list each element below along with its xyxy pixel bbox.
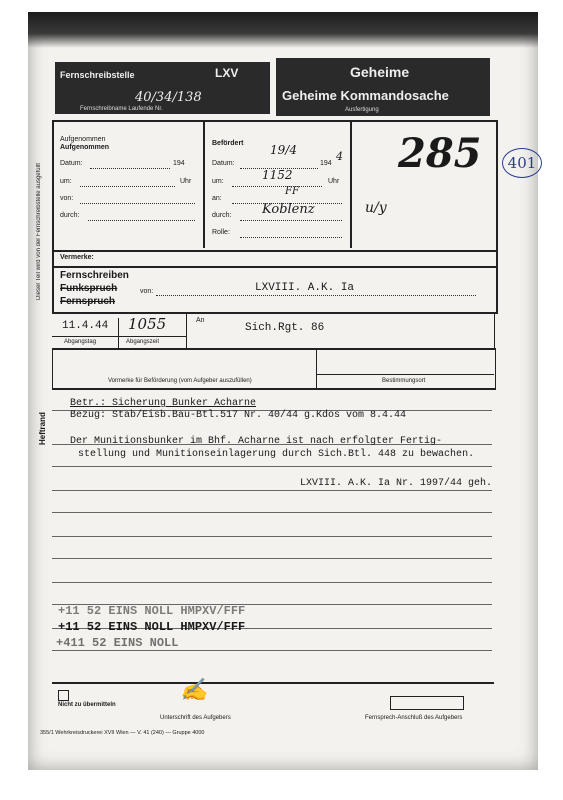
right-box-number: 285	[398, 130, 482, 177]
type-von-label: von:	[140, 288, 154, 295]
befoerdert-datum-value: 19/4	[270, 143, 297, 157]
dispatch-divider-1	[118, 318, 119, 348]
body-bezug: Bezug: Stab/Eisb.Bau-Btl.517 Nr. 40/44 g.Kdos vom 8.4.44	[70, 410, 407, 421]
befoerdert-uhr-label: Uhr	[328, 178, 340, 185]
dispatch-date: 11.4.44	[62, 320, 109, 332]
befoerdert-year-digit: 4	[336, 150, 343, 163]
befoerdert-durch-value: Koblenz	[262, 202, 315, 217]
header-fs-label: Fernschreibname Laufende Nr.	[80, 106, 163, 112]
body-betr: Betr.: Sicherung Bunker Acharne	[70, 398, 257, 409]
side-instruction-text: Dieser Teil wird von der Fernschreibstelle ausgefüllt	[36, 163, 42, 300]
vormerke-label: Vormerke für Beförderung (vom Aufgeber auszufüllen)	[108, 378, 252, 384]
type-von-line	[156, 295, 476, 296]
dispatch-time: 1055	[128, 315, 167, 333]
aufgenommen-datum-year: 194	[173, 160, 185, 167]
aufgenommen-durch-label: durch:	[60, 212, 80, 219]
vermerke-row	[52, 248, 498, 267]
dispatch-underline	[52, 336, 186, 337]
ruled-line	[52, 490, 492, 491]
befoerdert-um-line	[232, 186, 322, 187]
vormerke-underline	[316, 374, 494, 375]
aufgenommen-von-line	[80, 203, 195, 204]
divider-1	[203, 120, 205, 248]
befoerdert-rolle-label: Rolle:	[212, 229, 230, 236]
ruled-line	[52, 466, 492, 467]
aufgenommen-title1: Aufgenommen	[60, 136, 106, 143]
header-left-title: Fernschreibstelle	[60, 70, 135, 80]
aufgenommen-uhr-label: Uhr	[180, 178, 192, 185]
aufgenommen-um-line	[80, 186, 175, 187]
befoerdert-durch-label: durch:	[212, 212, 232, 219]
header-stamp-code: LXV	[215, 66, 239, 80]
dispatch-date-label: Abgangstag	[64, 339, 97, 345]
header-right-small: Ausfertigung	[345, 107, 379, 113]
header-right-title: Geheime	[350, 64, 410, 80]
body-line1: Der Munitionsbunker im Bhf. Acharne ist nach erfolgter Fertig-	[70, 436, 443, 447]
heftrand-label: Heftrand	[38, 412, 47, 445]
header-right-subtitle: Geheime Kommandosache	[282, 88, 449, 103]
befoerdert-durch-line	[240, 220, 342, 221]
teletype-line2: +11 52 EINS NOLL HMPXV/FFF	[58, 620, 246, 634]
aufgenommen-title2: Aufgenommen	[60, 144, 109, 151]
vermerke-label: Vermerke:	[60, 254, 94, 261]
footer-printline: 355/1 Wehrkreisdruckerei XVII Wien — V. 41 (240) — Gruppe 4000	[40, 730, 205, 736]
aufgenommen-datum-line	[90, 168, 170, 169]
ruled-line	[52, 512, 492, 513]
befoerdert-an-value: FF	[285, 186, 299, 197]
aufgenommen-durch-line	[88, 220, 195, 221]
ruled-line	[52, 650, 492, 651]
scan-dark-edge	[28, 12, 538, 48]
befoerdert-um-label: um:	[212, 178, 224, 185]
aufgenommen-um-label: um:	[60, 178, 72, 185]
right-box-initials: u/y	[365, 200, 387, 216]
body-line2: stellung und Munitionseinlagerung durch Sich.Btl. 448 zu bewachen.	[78, 449, 475, 460]
footer-phone-boxes	[390, 696, 464, 710]
befoerdert-datum-label: Datum:	[212, 160, 235, 167]
befoerdert-rolle-line	[240, 237, 342, 238]
header-number: 40/34/138	[135, 90, 202, 105]
type-fernspruch: Fernspruch	[60, 296, 116, 307]
footer-unterschrift-label: Unterschrift des Aufgebers	[160, 715, 231, 721]
footer-signature: ✍	[180, 678, 208, 703]
teletype-line1: +11 52 EINS NOLL HMPXV/FFF	[58, 604, 246, 618]
befoerdert-title: Befördert	[212, 140, 244, 147]
footer-checkbox	[58, 690, 69, 701]
ruled-line	[52, 558, 492, 559]
footer-fernsprech-label: Fernsprech-Anschluß des Aufgebers	[365, 715, 463, 721]
dispatch-an-label: An	[196, 317, 205, 324]
body-signoff: LXVIII. A.K. Ia Nr. 1997/44 geh.	[300, 478, 493, 489]
type-sender: LXVIII. A.K. Ia	[255, 282, 355, 294]
befoerdert-an-label: an:	[212, 195, 222, 202]
ruled-line	[52, 582, 492, 583]
bestimmungsort-label: Bestimmungsort	[382, 378, 426, 384]
aufgenommen-datum-label: Datum:	[60, 160, 83, 167]
dispatch-time-label: Abgangszeit	[126, 339, 160, 345]
type-fernschreiben: Fernschreiben	[60, 270, 129, 281]
dispatch-divider-2	[186, 312, 187, 348]
type-funkspruch: Funkspruch	[60, 283, 118, 294]
vormerke-divider	[316, 348, 317, 388]
divider-2	[350, 120, 352, 248]
ruled-line	[52, 536, 492, 537]
teletype-line3: +411 52 EINS NOLL	[56, 636, 179, 650]
befoerdert-um-value: 1152	[262, 168, 293, 182]
aufgenommen-von-label: von:	[60, 195, 74, 202]
befoerdert-datum-year: 194	[320, 160, 332, 167]
footer-nicht-label: Nicht zu übermitteln	[58, 702, 116, 708]
dispatch-recipient: Sich.Rgt. 86	[245, 322, 325, 334]
circle-number: 401	[502, 148, 542, 178]
